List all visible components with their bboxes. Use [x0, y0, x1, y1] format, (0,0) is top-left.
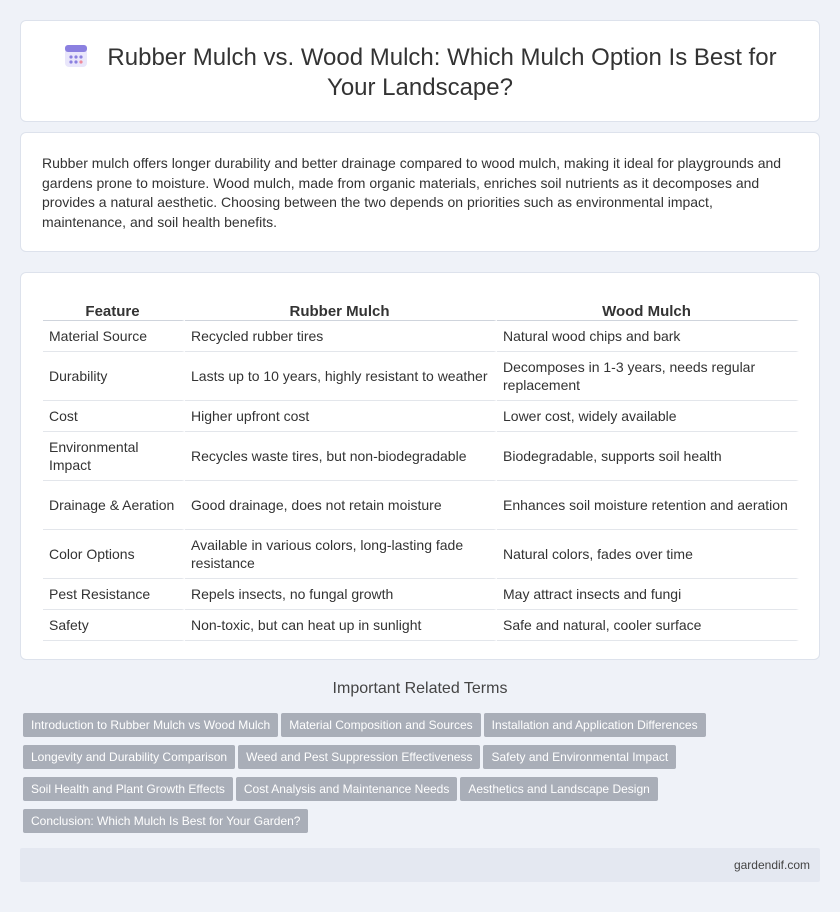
table-row	[43, 610, 799, 641]
rubber-cell: Recycles waste tires, but non-biodegradable	[185, 432, 497, 481]
related-term-tag[interactable]: Aesthetics and Landscape Design	[460, 777, 657, 801]
wood-cell: Decomposes in 1-3 years, needs regular replacement	[497, 352, 799, 401]
feature-cell: Durability	[43, 352, 185, 401]
wood-cell: Enhances soil moisture retention and aeration	[497, 481, 799, 530]
feature-cell: Cost	[43, 401, 185, 432]
wood-cell: May attract insects and fungi	[497, 579, 799, 610]
wood-cell: Natural wood chips and bark	[497, 321, 799, 352]
footer-site-link[interactable]: gardendif.com	[733, 858, 810, 872]
feature-cell: Drainage & Aeration	[43, 481, 185, 530]
header-feature: Feature	[43, 295, 185, 321]
table-row	[43, 432, 799, 481]
feature-cell: Pest Resistance	[43, 579, 185, 610]
related-term-tag[interactable]: Conclusion: Which Mulch Is Best for Your Garden?	[23, 809, 308, 833]
feature-cell: Safety	[43, 610, 185, 641]
feature-cell: Environmental Impact	[43, 432, 185, 481]
comparison-table	[43, 295, 799, 641]
related-terms-list	[23, 713, 763, 841]
title-card	[20, 20, 820, 122]
related-term-tag[interactable]: Installation and Application Differences	[484, 713, 706, 737]
feature-cell: Material Source	[43, 321, 185, 352]
related-term-tag[interactable]: Safety and Environmental Impact	[483, 745, 676, 769]
header-wood-mulch: Wood Mulch	[497, 295, 799, 321]
table-row	[43, 481, 799, 530]
table-row	[43, 401, 799, 432]
wood-cell: Biodegradable, supports soil health	[497, 432, 799, 481]
wood-cell: Lower cost, widely available	[497, 401, 799, 432]
rubber-cell: Recycled rubber tires	[185, 321, 497, 352]
related-term-tag[interactable]: Cost Analysis and Maintenance Needs	[236, 777, 457, 801]
calculator-icon	[63, 43, 89, 69]
related-term-tag[interactable]: Longevity and Durability Comparison	[23, 745, 235, 769]
related-term-tag[interactable]: Weed and Pest Suppression Effectiveness	[238, 745, 480, 769]
related-term-tag[interactable]: Material Composition and Sources	[281, 713, 480, 737]
table-row	[43, 579, 799, 610]
rubber-cell: Available in various colors, long-lasting fade resistance	[185, 530, 497, 579]
intro-text: Rubber mulch offers longer durability and better drainage compared to wood mulch, making it ideal for playgrounds and gardens prone to moisture. Wood mulch, made from organic materials, enriches soil nutrients as it decomposes and provides a natural aesthetic. Choosing between the two depends on priorities such as environmental impact, maintenance, and soil health benefits.	[42, 155, 782, 230]
wood-cell: Safe and natural, cooler surface	[497, 610, 799, 641]
rubber-cell: Repels insects, no fungal growth	[185, 579, 497, 610]
comparison-card	[20, 272, 820, 660]
table-row	[43, 321, 799, 352]
footer	[20, 848, 820, 882]
rubber-cell: Lasts up to 10 years, highly resistant to weather	[185, 352, 497, 401]
wood-cell: Natural colors, fades over time	[497, 530, 799, 579]
related-term-tag[interactable]: Introduction to Rubber Mulch vs Wood Mulch	[23, 713, 278, 737]
feature-cell: Color Options	[43, 530, 185, 579]
related-terms-heading: Important Related Terms	[332, 680, 508, 697]
rubber-cell: Good drainage, does not retain moisture	[185, 481, 497, 530]
intro-card	[20, 132, 820, 252]
table-row	[43, 530, 799, 579]
page-title: Rubber Mulch vs. Wood Mulch: Which Mulch Option Is Best for Your Landscape?	[107, 44, 777, 101]
rubber-cell: Higher upfront cost	[185, 401, 497, 432]
table-row	[43, 352, 799, 401]
table-header-row	[43, 295, 799, 321]
rubber-cell: Non-toxic, but can heat up in sunlight	[185, 610, 497, 641]
related-term-tag[interactable]: Soil Health and Plant Growth Effects	[23, 777, 233, 801]
title-wrap	[61, 43, 779, 103]
header-rubber-mulch: Rubber Mulch	[185, 295, 497, 321]
